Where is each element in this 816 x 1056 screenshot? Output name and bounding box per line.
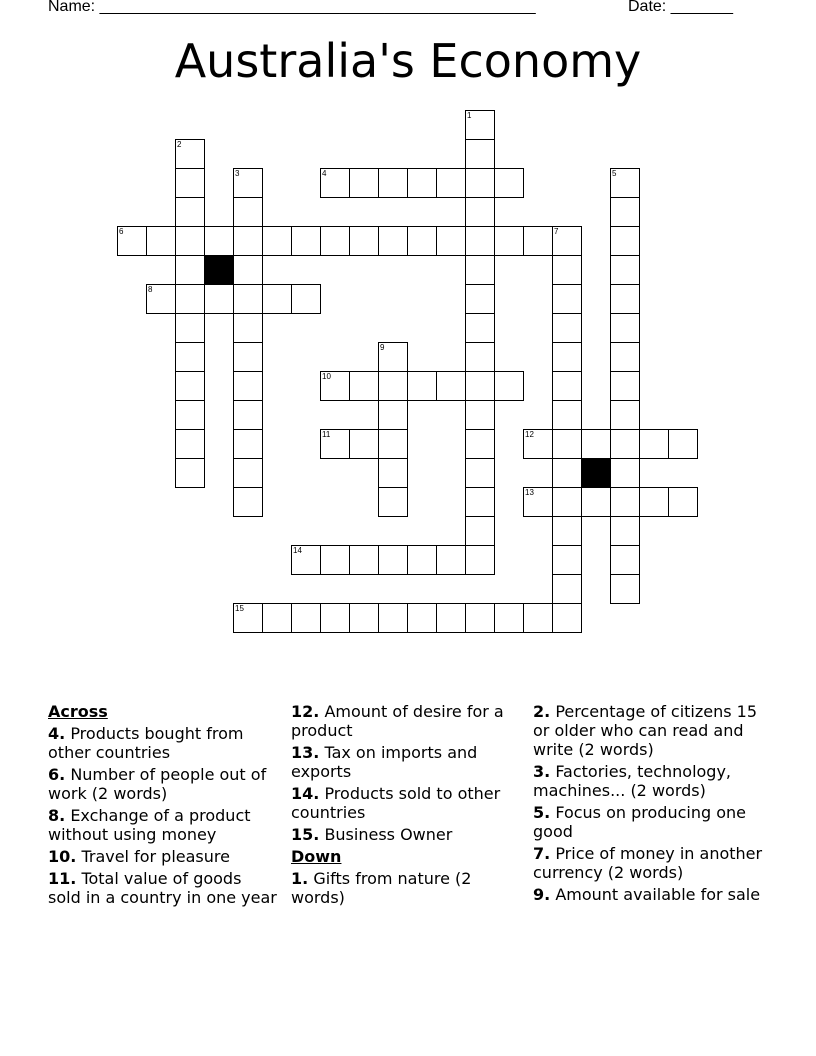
answer-cell[interactable] [378,168,408,198]
answer-cell[interactable] [407,168,437,198]
answer-cell[interactable] [465,139,495,169]
answer-cell[interactable] [233,400,263,430]
answer-cell[interactable] [639,429,669,459]
answer-cell[interactable] [465,226,495,256]
answer-cell[interactable] [465,255,495,285]
answer-cell[interactable] [378,603,408,633]
clue-across-8: 8. Exchange of a product without using money [48,806,251,844]
answer-cell[interactable] [552,545,582,575]
answer-cell[interactable] [610,574,640,604]
answer-cell[interactable] [378,400,408,430]
clues-column-1 [48,702,278,910]
answer-cell[interactable] [349,168,379,198]
answer-cell[interactable] [465,429,495,459]
answer-cell[interactable] [465,603,495,633]
answer-cell[interactable] [233,371,263,401]
name-field[interactable]: Name: _________________________________________________ [48,0,536,15]
clue-down-5: 5. Focus on producing one good [533,803,746,841]
date-field[interactable]: Date: _______ [628,0,733,15]
answer-cell[interactable] [552,516,582,546]
answer-cell[interactable] [233,226,263,256]
answer-cell[interactable] [610,545,640,575]
answer-cell[interactable] [378,226,408,256]
clue-across-12: 12. Amount of desire for a product [291,702,504,740]
clue-number-label: 10 [322,372,331,381]
down-heading: Down [291,847,342,866]
page-title: Australia's Economy [174,34,642,88]
answer-cell[interactable] [494,603,524,633]
answer-cell[interactable] [291,284,321,314]
clue-number-label: 1 [467,111,472,120]
answer-cell[interactable] [668,487,698,517]
answer-cell[interactable] [552,458,582,488]
answer-cell[interactable] [233,255,263,285]
answer-cell[interactable] [378,371,408,401]
answer-cell[interactable] [175,168,205,198]
answer-cell[interactable] [465,516,495,546]
answer-cell[interactable] [204,284,234,314]
answer-cell[interactable] [610,342,640,372]
answer-cell[interactable] [465,545,495,575]
clue-number-label: 14 [293,546,302,555]
answer-cell[interactable] [610,458,640,488]
answer-cell[interactable] [668,429,698,459]
clue-across-11: 11. Total value of goods sold in a country in one year [48,869,277,907]
answer-cell[interactable] [465,342,495,372]
clue-number-label: 15 [235,604,244,613]
answer-cell[interactable] [349,545,379,575]
answer-cell[interactable] [262,603,292,633]
answer-cell[interactable] [233,458,263,488]
answer-cell[interactable] [552,400,582,430]
answer-cell[interactable] [436,603,466,633]
answer-cell[interactable] [610,516,640,546]
answer-cell[interactable] [407,603,437,633]
answer-cell[interactable] [378,429,408,459]
answer-cell[interactable] [233,487,263,517]
clue-number-label: 5 [612,169,617,178]
answer-cell[interactable] [610,429,640,459]
answer-cell[interactable] [465,284,495,314]
answer-cell[interactable] [233,284,263,314]
answer-cell[interactable] [581,487,611,517]
answer-cell[interactable] [175,429,205,459]
answer-cell[interactable] [378,487,408,517]
answer-cell[interactable] [320,545,350,575]
clue-number-label: 8 [148,285,153,294]
answer-cell[interactable] [465,487,495,517]
answer-cell[interactable] [523,603,553,633]
answer-cell[interactable] [233,342,263,372]
answer-cell[interactable] [552,284,582,314]
clue-number-label: 6 [119,227,124,236]
clue-number-label: 9 [380,343,385,352]
answer-cell[interactable] [262,226,292,256]
answer-cell[interactable] [465,458,495,488]
clue-number-label: 2 [177,140,182,149]
answer-cell[interactable] [378,545,408,575]
answer-cell[interactable] [349,429,379,459]
answer-cell[interactable] [175,255,205,285]
answer-cell[interactable] [465,371,495,401]
across-heading: Across [48,702,108,721]
answer-cell[interactable] [465,400,495,430]
answer-cell[interactable] [610,284,640,314]
answer-cell[interactable] [233,197,263,227]
answer-cell[interactable] [407,371,437,401]
clue-number-label: 11 [322,430,331,439]
answer-cell[interactable] [291,603,321,633]
answer-cell[interactable] [610,487,640,517]
answer-cell[interactable] [378,458,408,488]
answer-cell[interactable] [552,603,582,633]
clue-across-10: 10. Travel for pleasure [48,847,230,866]
answer-cell[interactable] [175,342,205,372]
clue-down-7: 7. Price of money in another currency (2 words) [533,844,763,882]
answer-cell[interactable] [436,226,466,256]
answer-cell[interactable] [204,226,234,256]
answer-cell[interactable] [349,371,379,401]
answer-cell[interactable] [552,313,582,343]
answer-cell[interactable] [407,226,437,256]
clues-column-2 [291,702,523,910]
black-square [204,255,234,285]
clue-across-14: 14. Products sold to other countries [291,784,501,822]
answer-cell[interactable] [146,226,176,256]
answer-cell[interactable] [610,226,640,256]
clue-number-label: 13 [525,488,534,497]
answer-cell[interactable] [349,603,379,633]
answer-cell[interactable] [465,313,495,343]
answer-cell[interactable] [610,400,640,430]
clue-across-6: 6. Number of people out of work (2 words) [48,765,267,803]
clue-number-label: 7 [554,227,559,236]
clue-number-label: 12 [525,430,534,439]
clue-down-1: 1. Gifts from nature (2 words) [291,869,472,907]
answer-cell[interactable] [552,429,582,459]
answer-cell[interactable] [610,371,640,401]
answer-cell[interactable] [320,603,350,633]
answer-cell[interactable] [639,487,669,517]
answer-cell[interactable] [175,313,205,343]
answer-cell[interactable] [494,371,524,401]
answer-cell[interactable] [175,197,205,227]
answer-cell[interactable] [494,226,524,256]
answer-cell[interactable] [610,197,640,227]
answer-cell[interactable] [436,371,466,401]
answer-cell[interactable] [320,226,350,256]
answer-cell[interactable] [610,255,640,285]
answer-cell[interactable] [552,574,582,604]
answer-cell[interactable] [610,313,640,343]
answer-cell[interactable] [175,284,205,314]
answer-cell[interactable] [552,487,582,517]
clue-number-label: 4 [322,169,327,178]
answer-cell[interactable] [407,545,437,575]
answer-cell[interactable] [175,458,205,488]
answer-cell[interactable] [552,371,582,401]
answer-cell[interactable] [552,255,582,285]
answer-cell[interactable] [175,400,205,430]
answer-cell[interactable] [175,371,205,401]
answer-cell[interactable] [523,226,553,256]
answer-cell[interactable] [552,342,582,372]
answer-cell[interactable] [349,226,379,256]
black-square [581,458,611,488]
clue-across-15: 15. Business Owner [291,825,453,844]
clues-column-3 [533,702,773,907]
clue-across-4: 4. Products bought from other countries [48,724,244,762]
answer-cell[interactable] [262,284,292,314]
answer-cell[interactable] [494,168,524,198]
answer-cell[interactable] [436,545,466,575]
clue-down-3: 3. Factories, technology, machines... (2 words) [533,762,732,800]
clue-down-2: 2. Percentage of citizens 15 or older who can read and write (2 words) [533,702,758,759]
clue-number-label: 3 [235,169,240,178]
answer-cell[interactable] [175,226,205,256]
clue-across-13: 13. Tax on imports and exports [291,743,478,781]
answer-cell[interactable] [291,226,321,256]
answer-cell[interactable] [465,168,495,198]
answer-cell[interactable] [465,197,495,227]
answer-cell[interactable] [233,313,263,343]
answer-cell[interactable] [436,168,466,198]
clue-down-9: 9. Amount available for sale [533,885,761,904]
answer-cell[interactable] [581,429,611,459]
answer-cell[interactable] [233,429,263,459]
